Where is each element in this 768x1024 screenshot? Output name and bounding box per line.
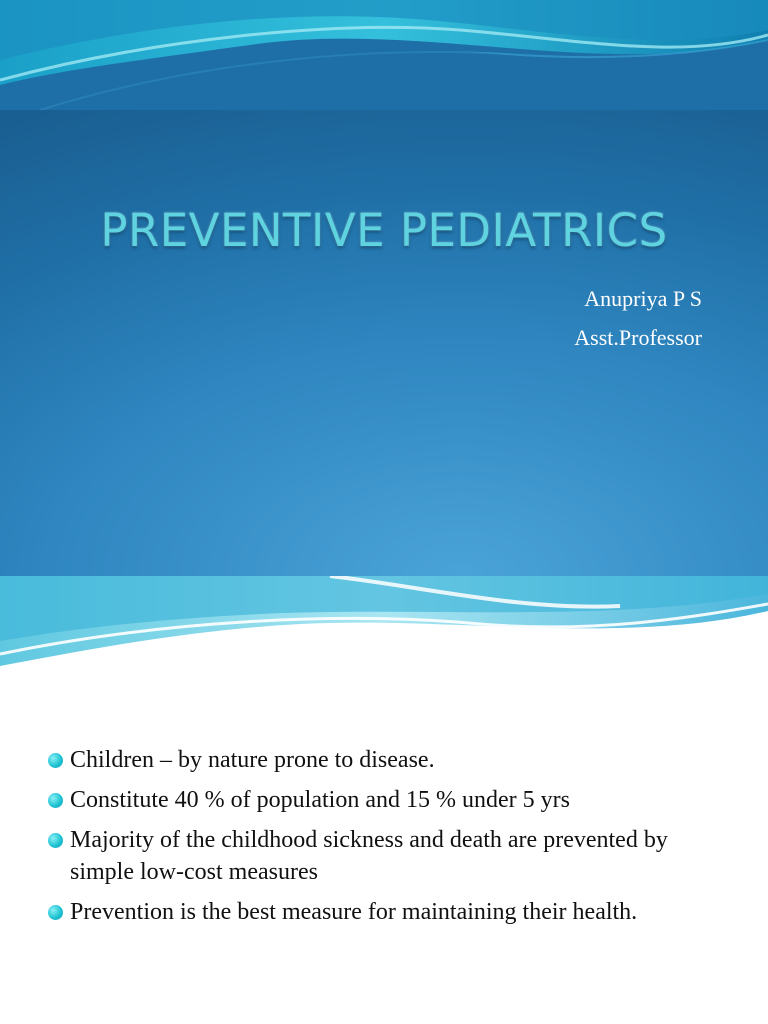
slide-title: PREVENTIVE PEDIATRICS [100,204,668,257]
list-item: Constitute 40 % of population and 15 % under 5 yrs [46,784,726,816]
author-role: Asst.Professor [574,324,702,350]
content-slide [0,576,768,1024]
author-name: Anupriya P S [584,286,702,311]
wave-decoration [0,0,768,110]
list-item: Prevention is the best measure for maintaining their health. [46,896,726,928]
bullet-list [46,744,726,936]
list-item: Majority of the childhood sickness and death are prevented by simple low-cost measures [46,824,726,888]
slide-subtitle [574,280,702,357]
bullet-dot-icon [48,833,63,848]
bullet-dot-icon [48,753,63,768]
wave-decoration [0,576,768,686]
bullet-dot-icon [48,793,63,808]
list-item: Children – by nature prone to disease. [46,744,726,776]
bullet-dot-icon [48,905,63,920]
